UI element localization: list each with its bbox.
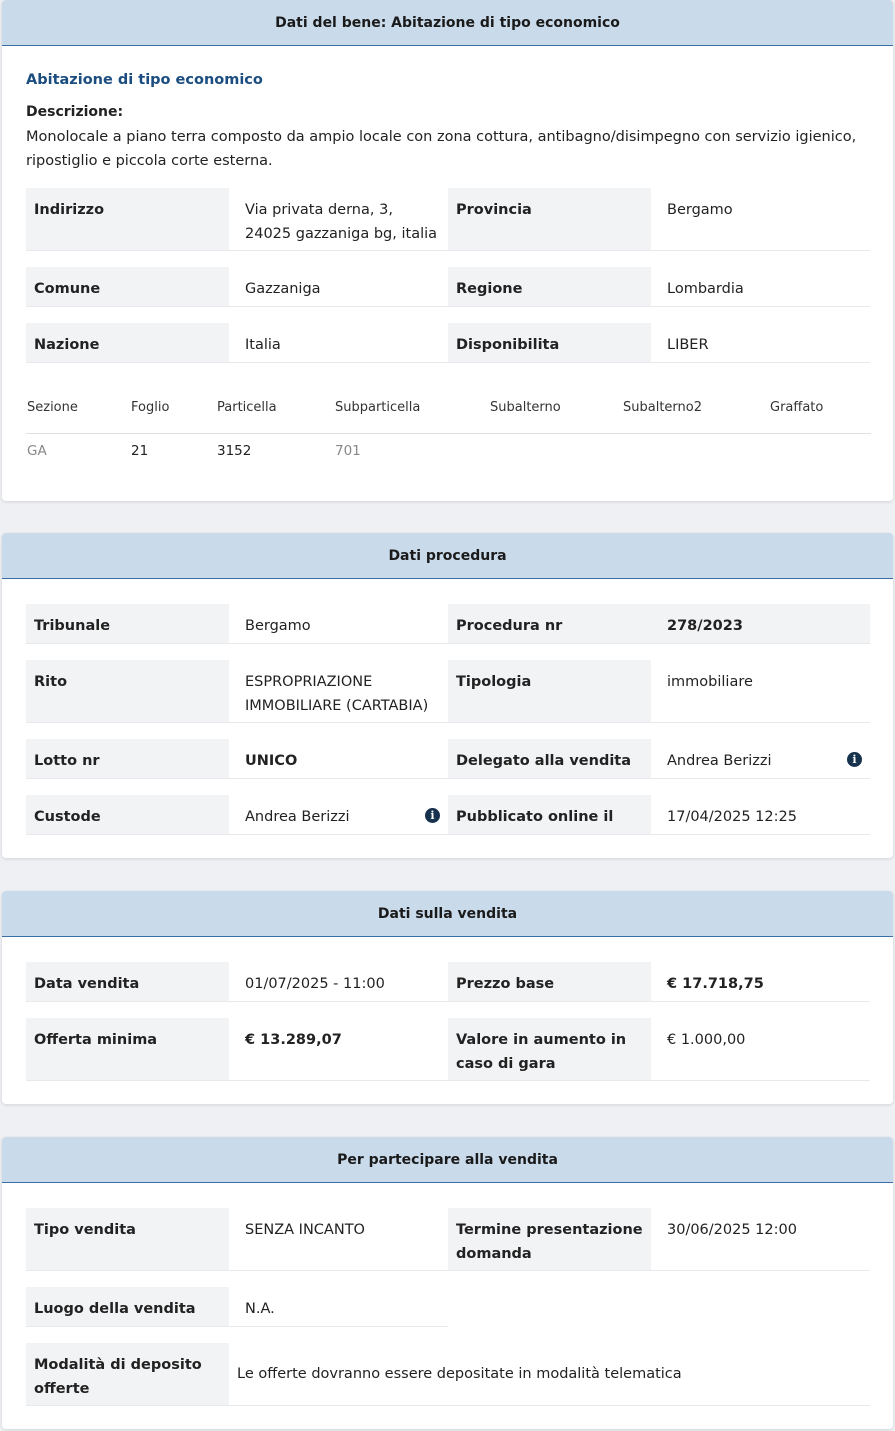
- row-comune: [26, 267, 870, 307]
- row-offerta: [26, 1018, 870, 1081]
- rito-label: Rito: [26, 660, 229, 722]
- catasto-divider: [26, 433, 871, 434]
- bene-card: [2, 0, 893, 501]
- nazione-value: Italia: [245, 337, 281, 353]
- custode-value: Andrea Berizzi: [245, 809, 350, 825]
- prezzo-base-value: € 17.718,75: [667, 976, 764, 992]
- prezzo-base-label: Prezzo base: [448, 962, 651, 1001]
- vendita-card: [2, 891, 893, 1104]
- delegato-info-icon[interactable]: i: [847, 752, 862, 767]
- tipo-vendita-label: Tipo vendita: [26, 1208, 229, 1270]
- catasto-header: Graffato: [770, 400, 824, 415]
- catasto-cell: GA: [27, 443, 47, 459]
- provincia-value: Bergamo: [667, 202, 733, 218]
- row-nazione: [26, 323, 870, 363]
- data-vendita-value: 01/07/2025 - 11:00: [245, 976, 385, 992]
- lotto-label: Lotto nr: [26, 739, 229, 778]
- vendita-header: Dati sulla vendita: [2, 891, 893, 937]
- tribunale-value: Bergamo: [245, 618, 311, 634]
- procedura-header: Dati procedura: [2, 533, 893, 579]
- row-indirizzo: [26, 188, 870, 251]
- aumento-value: € 1.000,00: [667, 1032, 746, 1048]
- indirizzo-value: Via privata derna, 3, 24025 gazzaniga bg, italia: [245, 202, 438, 242]
- row-lotto: [26, 739, 870, 779]
- modalita-value: Le offerte dovranno essere depositate in modalità telematica: [237, 1366, 682, 1382]
- offerta-minima-value: € 13.289,07: [245, 1032, 342, 1048]
- luogo-label: Luogo della vendita: [26, 1287, 229, 1326]
- tipo-vendita-value: SENZA INCANTO: [245, 1222, 365, 1238]
- catasto-cell: 701: [335, 443, 361, 459]
- row-luogo: [26, 1287, 448, 1327]
- delegato-label: Delegato alla vendita: [448, 739, 651, 778]
- procedura-card: [2, 533, 893, 858]
- catasto-header: Particella: [217, 400, 277, 415]
- delegato-value: Andrea Berizzi: [667, 753, 772, 769]
- provincia-label: Provincia: [448, 188, 651, 250]
- row-rito: [26, 660, 870, 723]
- catasto-header: Subalterno2: [623, 400, 702, 415]
- termine-value: 30/06/2025 12:00: [667, 1222, 797, 1238]
- disponibilita-label: Disponibilita: [448, 323, 651, 362]
- termine-label: Termine presentazione domanda: [448, 1208, 651, 1270]
- descrizione-text: Monolocale a piano terra composto da ampio locale con zona cottura, antibagno/disimpegno con servizio igienico, ripostiglio e piccola corte esterna.: [26, 129, 857, 169]
- regione-value: Lombardia: [667, 281, 744, 297]
- catasto-cell: 3152: [217, 443, 252, 459]
- custode-info-icon[interactable]: i: [425, 808, 440, 823]
- comune-value: Gazzaniga: [245, 281, 321, 297]
- descrizione-label: Descrizione:: [26, 104, 124, 120]
- partecipare-card: [2, 1137, 893, 1429]
- rito-value: ESPROPRIAZIONE IMMOBILIARE (CARTABIA): [245, 674, 429, 714]
- row-custode: [26, 795, 870, 835]
- catasto-header: Foglio: [131, 400, 170, 415]
- procedura-value: 278/2023: [651, 604, 870, 643]
- comune-label: Comune: [26, 267, 229, 306]
- modalita-label: Modalità di deposito offerte: [26, 1343, 229, 1405]
- catasto-header: Sezione: [27, 400, 78, 415]
- aumento-label: Valore in aumento in caso di gara: [448, 1018, 651, 1080]
- indirizzo-label: Indirizzo: [26, 188, 229, 250]
- bene-subtitle: Abitazione di tipo economico: [26, 72, 263, 88]
- luogo-value: N.A.: [245, 1301, 275, 1317]
- catasto-cell: 21: [131, 443, 149, 459]
- nazione-label: Nazione: [26, 323, 229, 362]
- tipologia-value: immobiliare: [667, 674, 753, 690]
- procedura-label: Procedura nr: [448, 604, 651, 643]
- tipologia-label: Tipologia: [448, 660, 651, 722]
- bene-header: Dati del bene: Abitazione di tipo economico: [2, 0, 893, 46]
- data-vendita-label: Data vendita: [26, 962, 229, 1001]
- custode-label: Custode: [26, 795, 229, 834]
- partecipare-header: Per partecipare alla vendita: [2, 1137, 893, 1183]
- pubblicato-label: Pubblicato online il: [448, 795, 651, 834]
- row-modalita: [26, 1343, 870, 1406]
- row-tipo-vendita: [26, 1208, 870, 1271]
- lotto-value: UNICO: [245, 753, 298, 769]
- disponibilita-value: LIBER: [667, 337, 709, 353]
- row-data-vendita: [26, 962, 870, 1002]
- regione-label: Regione: [448, 267, 651, 306]
- catasto-header: Subalterno: [490, 400, 561, 415]
- offerta-minima-label: Offerta minima: [26, 1018, 229, 1080]
- pubblicato-value: 17/04/2025 12:25: [667, 809, 797, 825]
- row-tribunale: [26, 604, 870, 644]
- catasto-header: Subparticella: [335, 400, 421, 415]
- tribunale-label: Tribunale: [26, 604, 229, 643]
